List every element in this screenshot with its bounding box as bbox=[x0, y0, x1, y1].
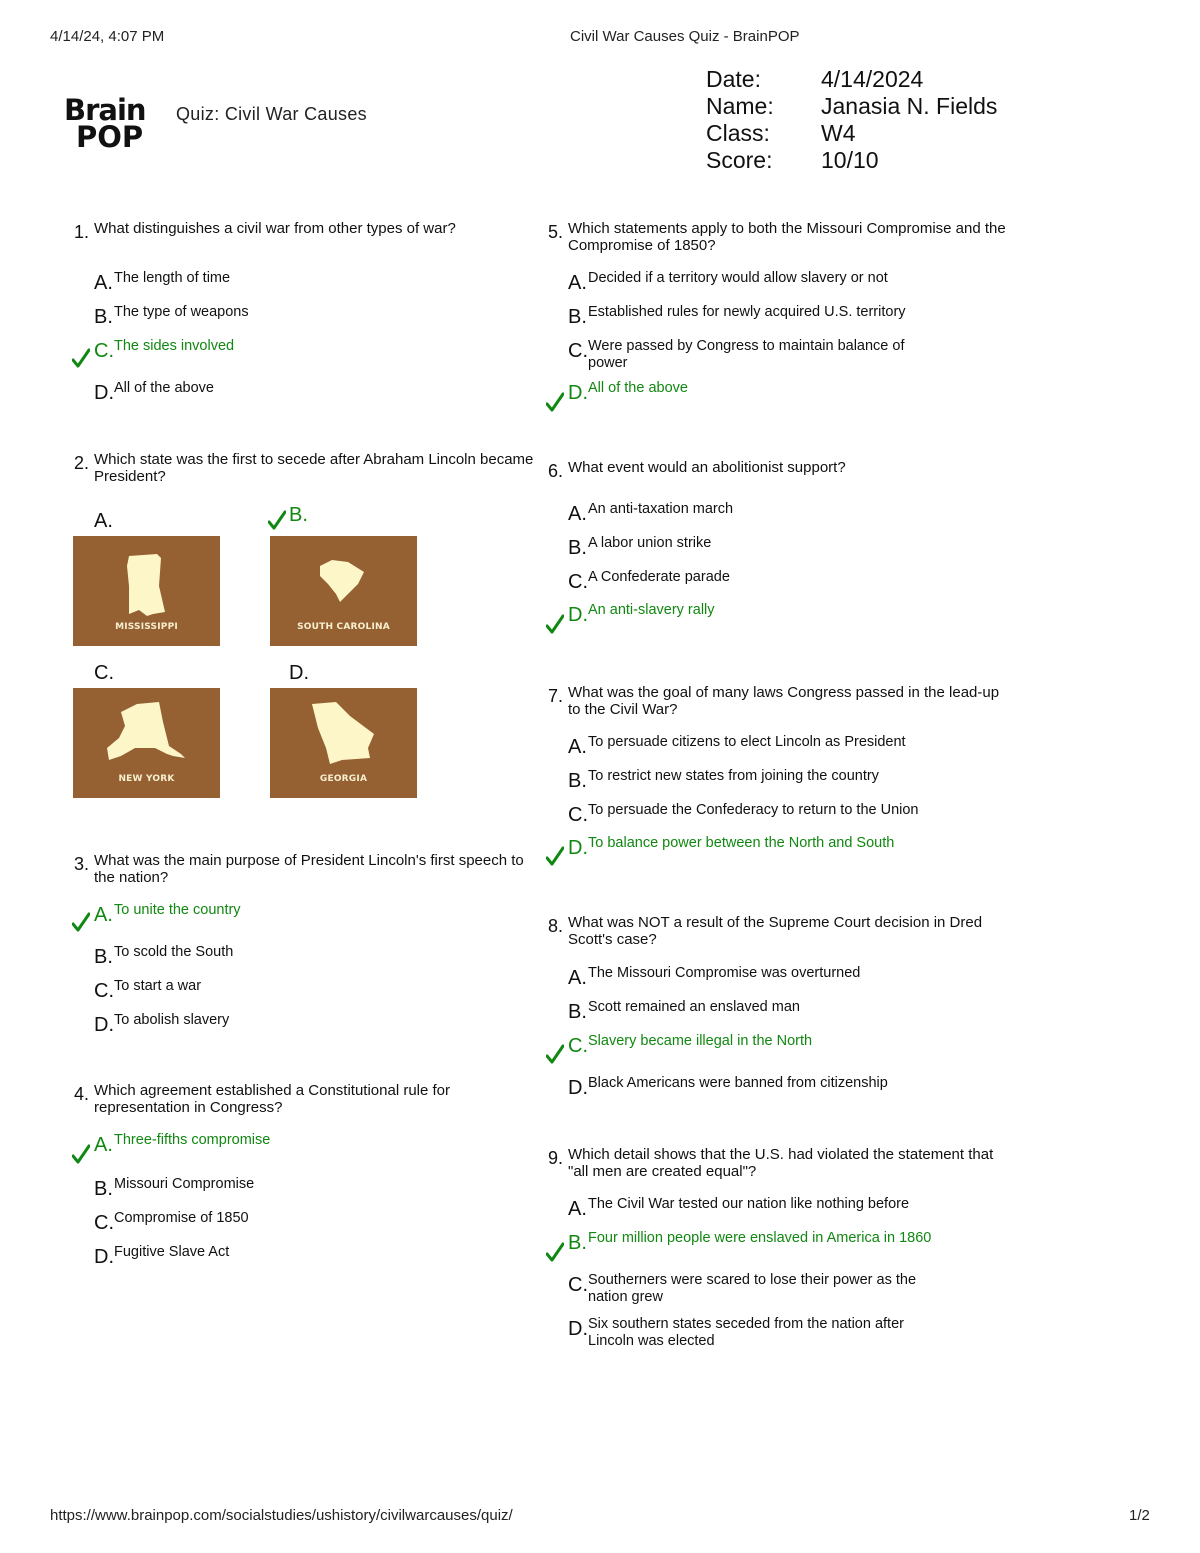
answer-d bbox=[94, 1012, 494, 1036]
answer-text: To abolish slavery bbox=[114, 1012, 230, 1028]
print-page-title: Civil War Causes Quiz - BrainPOP bbox=[570, 28, 800, 45]
answer-letter: B. bbox=[94, 946, 113, 968]
answer-text: Missouri Compromise bbox=[114, 1176, 255, 1192]
map-mississippi bbox=[73, 536, 220, 646]
answer-letter: D. bbox=[568, 1077, 588, 1099]
print-url[interactable]: https://www.brainpop.com/socialstudies/ushistory/civilwarcauses/quiz/ bbox=[50, 1507, 513, 1524]
answer-text: An anti-taxation march bbox=[588, 501, 734, 517]
answer-b bbox=[94, 944, 494, 968]
map-new-york bbox=[73, 688, 220, 798]
student-info bbox=[706, 66, 997, 174]
answer-c bbox=[568, 1033, 968, 1057]
class-label: Class: bbox=[706, 120, 770, 146]
correct-check-icon bbox=[546, 1242, 564, 1262]
answer-a bbox=[94, 270, 494, 294]
answer-letter: A. bbox=[94, 272, 113, 294]
answer-text: To unite the country bbox=[114, 902, 241, 918]
answer-letter: A. bbox=[568, 272, 587, 294]
answer-c bbox=[94, 1210, 494, 1234]
question-number: 4. bbox=[74, 1084, 90, 1104]
name-value: Janasia N. Fields bbox=[821, 93, 998, 119]
answer-letter: D. bbox=[94, 1246, 114, 1268]
answer-letter: C. bbox=[568, 1035, 588, 1057]
question-4 bbox=[74, 1082, 534, 1268]
answer-b bbox=[94, 1176, 494, 1200]
map-state-name: MISSISSIPPI bbox=[115, 622, 178, 632]
answer-letter: A. bbox=[94, 1134, 113, 1156]
correct-check-icon bbox=[546, 614, 564, 634]
question-number: 9. bbox=[548, 1148, 564, 1168]
answer-text: The type of weapons bbox=[114, 304, 249, 320]
map-answer-letter-d: D. bbox=[289, 662, 309, 684]
question-3 bbox=[74, 852, 534, 1036]
answer-letter: C. bbox=[568, 1274, 588, 1296]
answer-text: The Civil War tested our nation like nothing before bbox=[588, 1196, 910, 1212]
answer-letter: B. bbox=[568, 537, 587, 559]
question-number: 2. bbox=[74, 453, 90, 473]
logo-line-1: Brain bbox=[64, 93, 146, 127]
question-text: What distinguishes a civil war from other types of war? bbox=[94, 220, 456, 237]
answer-text: Southerners were scared to lose their power as the nation grew bbox=[588, 1272, 917, 1305]
answer-b bbox=[568, 304, 968, 328]
correct-check-icon bbox=[72, 912, 90, 932]
answer-letter: C. bbox=[568, 340, 588, 362]
date-label: Date: bbox=[706, 66, 761, 92]
answer-text: The length of time bbox=[114, 270, 231, 286]
answer-letter: A. bbox=[568, 967, 587, 989]
answer-b bbox=[94, 304, 494, 328]
answer-a bbox=[568, 965, 968, 989]
answer-a bbox=[568, 734, 968, 758]
map-answer-letter-a: A. bbox=[94, 510, 113, 532]
answer-d bbox=[568, 380, 968, 404]
question-number: 5. bbox=[548, 222, 564, 242]
answer-text: Slavery became illegal in the North bbox=[588, 1033, 813, 1049]
question-text: Which detail shows that the U.S. had violated the statement that "all men are created equal"? bbox=[568, 1146, 994, 1180]
answer-text: All of the above bbox=[114, 380, 214, 396]
map-answer-letter-c: C. bbox=[94, 662, 114, 684]
answer-letter: B. bbox=[94, 1178, 113, 1200]
answer-text: To persuade citizens to elect Lincoln as President bbox=[588, 734, 906, 750]
answer-letter: C. bbox=[94, 1212, 114, 1234]
answer-text: An anti-slavery rally bbox=[588, 602, 715, 618]
answer-letter: D. bbox=[94, 382, 114, 404]
question-text: Which statements apply to both the Missouri Compromise and the Compromise of 1850? bbox=[568, 220, 1006, 254]
answer-letter: D. bbox=[568, 382, 588, 404]
answer-a bbox=[568, 270, 968, 294]
question-text: What was NOT a result of the Supreme Court decision in Dred Scott's case? bbox=[568, 914, 983, 948]
answer-letter: B. bbox=[568, 770, 587, 792]
map-south-carolina bbox=[270, 536, 417, 646]
answer-text: To start a war bbox=[114, 978, 202, 994]
answer-d bbox=[94, 380, 494, 404]
answer-text: To restrict new states from joining the country bbox=[588, 768, 879, 784]
answer-c bbox=[94, 338, 494, 362]
answer-text: Compromise of 1850 bbox=[114, 1210, 249, 1226]
answer-text: Three-fifths compromise bbox=[114, 1132, 271, 1148]
question-number: 7. bbox=[548, 686, 564, 706]
answer-letter: D. bbox=[94, 1014, 114, 1036]
answer-d bbox=[568, 835, 968, 859]
answer-a bbox=[94, 1132, 494, 1156]
answer-c bbox=[568, 1272, 948, 1306]
answer-text: The Missouri Compromise was overturned bbox=[588, 965, 861, 981]
quiz-title: Quiz: Civil War Causes bbox=[176, 104, 367, 124]
answer-letter: A. bbox=[568, 1198, 587, 1220]
correct-check-icon bbox=[546, 1044, 564, 1064]
answer-letter: A. bbox=[568, 503, 587, 525]
answer-d bbox=[568, 1075, 968, 1099]
answer-b bbox=[568, 1230, 968, 1254]
correct-check-icon bbox=[546, 846, 564, 866]
answer-c bbox=[568, 802, 968, 826]
answer-text: To scold the South bbox=[114, 944, 234, 960]
answer-text: A labor union strike bbox=[588, 535, 712, 551]
answer-letter: B. bbox=[568, 1001, 587, 1023]
answer-d bbox=[568, 602, 968, 626]
map-georgia bbox=[270, 688, 417, 798]
map-state-name: GEORGIA bbox=[319, 774, 368, 784]
question-9 bbox=[548, 1146, 1008, 1349]
map-state-name: SOUTH CAROLINA bbox=[297, 622, 390, 632]
answer-text: To persuade the Confederacy to return to the Union bbox=[588, 802, 919, 818]
answer-letter: C. bbox=[568, 804, 588, 826]
answer-text: Were passed by Congress to maintain balance of power bbox=[588, 338, 905, 371]
answer-text: Scott remained an enslaved man bbox=[588, 999, 800, 1015]
answer-letter: A. bbox=[568, 736, 587, 758]
answer-letter: D. bbox=[568, 837, 588, 859]
answer-letter: D. bbox=[568, 1318, 588, 1340]
answer-letter: C. bbox=[94, 980, 114, 1002]
question-6 bbox=[548, 459, 1008, 626]
answer-c bbox=[94, 978, 494, 1002]
answer-text: Decided if a territory would allow slavery or not bbox=[588, 270, 888, 286]
question-number: 3. bbox=[74, 854, 90, 874]
question-text: What event would an abolitionist support? bbox=[568, 459, 846, 476]
answer-letter: D. bbox=[568, 604, 588, 626]
answer-b bbox=[568, 768, 968, 792]
answer-a bbox=[94, 902, 494, 926]
correct-check-icon bbox=[268, 510, 286, 530]
answer-d bbox=[94, 1244, 494, 1268]
question-number: 6. bbox=[548, 461, 564, 481]
question-text: What was the goal of many laws Congress passed in the lead-up to the Civil War? bbox=[568, 684, 1000, 718]
answer-a bbox=[568, 501, 968, 525]
answer-text: Black Americans were banned from citizenship bbox=[588, 1075, 888, 1091]
answer-text: Six southern states seceded from the nation after Lincoln was elected bbox=[588, 1316, 904, 1349]
answer-b bbox=[568, 535, 968, 559]
question-8 bbox=[548, 914, 1008, 1099]
answer-text: The sides involved bbox=[114, 338, 235, 354]
answer-b bbox=[568, 999, 968, 1023]
question-number: 8. bbox=[548, 916, 564, 936]
answer-d bbox=[568, 1316, 928, 1350]
answer-letter: A. bbox=[94, 904, 113, 926]
question-text: Which state was the first to secede after Abraham Lincoln became President? bbox=[94, 451, 534, 485]
question-number: 1. bbox=[74, 222, 90, 242]
question-7 bbox=[548, 684, 1008, 859]
question-5 bbox=[548, 220, 1008, 404]
correct-check-icon bbox=[546, 392, 564, 412]
question-1 bbox=[74, 220, 534, 404]
answer-text: Fugitive Slave Act bbox=[114, 1244, 230, 1260]
print-datetime: 4/14/24, 4:07 PM bbox=[50, 28, 165, 45]
answer-letter: C. bbox=[94, 340, 114, 362]
answer-text: A Confederate parade bbox=[588, 569, 730, 585]
question-2 bbox=[74, 451, 534, 485]
answer-letter: B. bbox=[94, 306, 113, 328]
print-page-number: 1/2 bbox=[1129, 1507, 1150, 1524]
name-label: Name: bbox=[706, 93, 774, 119]
answer-c bbox=[568, 569, 968, 593]
answer-text: All of the above bbox=[588, 380, 688, 396]
correct-check-icon bbox=[72, 1144, 90, 1164]
answer-text: Established rules for newly acquired U.S. territory bbox=[588, 304, 906, 320]
question-text: Which agreement established a Constitutional rule for representation in Congress? bbox=[94, 1082, 451, 1116]
answer-letter: B. bbox=[568, 1232, 587, 1254]
logo-line-2: POP bbox=[76, 120, 144, 154]
date-value: 4/14/2024 bbox=[821, 66, 924, 92]
answer-c bbox=[568, 338, 938, 372]
correct-check-icon bbox=[72, 348, 90, 368]
score-value: 10/10 bbox=[821, 147, 879, 173]
score-label: Score: bbox=[706, 147, 773, 173]
brainpop-logo bbox=[64, 93, 172, 154]
map-answer-letter-b: B. bbox=[289, 504, 308, 526]
map-state-name: NEW YORK bbox=[118, 774, 175, 784]
answer-letter: B. bbox=[568, 306, 587, 328]
answer-text: To balance power between the North and South bbox=[588, 835, 895, 851]
class-value: W4 bbox=[821, 120, 856, 146]
answer-a bbox=[568, 1196, 968, 1220]
answer-text: Four million people were enslaved in America in 1860 bbox=[588, 1230, 932, 1246]
question-text: What was the main purpose of President Lincoln's first speech to the nation? bbox=[94, 852, 524, 886]
answer-letter: C. bbox=[568, 571, 588, 593]
